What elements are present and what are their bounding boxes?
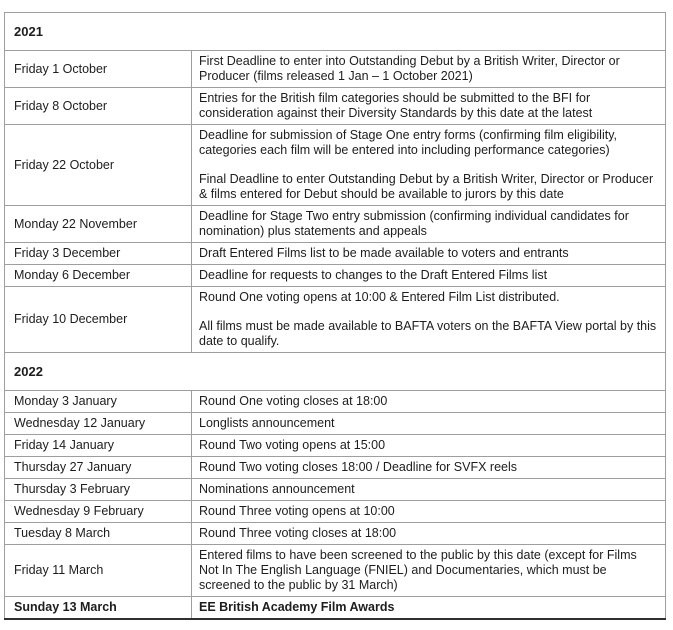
- description-cell: [192, 206, 666, 243]
- description-cell: [192, 479, 666, 501]
- date-cell: Friday 8 October: [5, 88, 192, 125]
- description-paragraph: Draft Entered Films list to be made available to voters and entrants: [199, 246, 569, 260]
- schedule-table-body: [5, 13, 666, 620]
- description-paragraph: Deadline for Stage Two entry submission (confirming individual candidates for nomination) plus statements and appeals: [199, 209, 629, 238]
- date-cell: Wednesday 12 January: [5, 413, 192, 435]
- schedule-row: [5, 413, 666, 435]
- year-header-row: [5, 13, 666, 51]
- description-paragraph: EE British Academy Film Awards: [199, 600, 395, 614]
- schedule-row: [5, 287, 666, 353]
- schedule-row: [5, 457, 666, 479]
- date-cell: Friday 11 March: [5, 545, 192, 597]
- description-cell: [192, 287, 666, 353]
- date-cell: Friday 14 January: [5, 435, 192, 457]
- schedule-row: [5, 125, 666, 206]
- year-label: 2022: [5, 353, 666, 391]
- description-cell: [192, 523, 666, 545]
- description-cell: [192, 243, 666, 265]
- description-paragraph: Deadline for requests to changes to the Draft Entered Films list: [199, 268, 548, 282]
- date-cell: Wednesday 9 February: [5, 501, 192, 523]
- description-paragraph: Deadline for submission of Stage One entry forms (confirming film eligibility, categories each film will be entered into including performance categories): [199, 128, 617, 157]
- description-paragraph: All films must be made available to BAFTA voters on the BAFTA View portal by this date to qualify.: [199, 319, 657, 348]
- description-paragraph: Round Three voting closes at 18:00: [199, 526, 397, 540]
- description-cell: [192, 501, 666, 523]
- description-cell: [192, 88, 666, 125]
- description-paragraph: Entered films to have been screened to the public by this date (except for Films Not In The English Language (FNIEL) and Documentaries, which must be screened to the public by 31 March): [199, 548, 637, 592]
- date-cell: Friday 3 December: [5, 243, 192, 265]
- date-cell: Thursday 3 February: [5, 479, 192, 501]
- description-cell: [192, 435, 666, 457]
- date-cell: Tuesday 8 March: [5, 523, 192, 545]
- schedule-row: [5, 51, 666, 88]
- description-paragraph: First Deadline to enter into Outstanding Debut by a British Writer, Director or Producer (films released 1 Jan – 1 October 2021): [199, 54, 620, 83]
- date-cell: Friday 10 December: [5, 287, 192, 353]
- schedule-row: [5, 265, 666, 287]
- schedule-row: [5, 501, 666, 523]
- date-cell: Friday 1 October: [5, 51, 192, 88]
- date-cell: Monday 3 January: [5, 391, 192, 413]
- schedule-row: [5, 597, 666, 620]
- date-cell: Monday 6 December: [5, 265, 192, 287]
- date-cell: Friday 22 October: [5, 125, 192, 206]
- description-cell: [192, 457, 666, 479]
- date-cell: Monday 22 November: [5, 206, 192, 243]
- schedule-row: [5, 545, 666, 597]
- description-cell: [192, 545, 666, 597]
- date-cell: Thursday 27 January: [5, 457, 192, 479]
- schedule-row: [5, 479, 666, 501]
- description-paragraph: Round One voting opens at 10:00 & Entered Film List distributed.: [199, 290, 560, 304]
- year-label: 2021: [5, 13, 666, 51]
- year-header-row: [5, 353, 666, 391]
- description-paragraph: Round Three voting opens at 10:00: [199, 504, 395, 518]
- description-cell: [192, 597, 666, 620]
- schedule-row: [5, 243, 666, 265]
- date-cell: Sunday 13 March: [5, 597, 192, 620]
- schedule-row: [5, 88, 666, 125]
- description-paragraph: Round One voting closes at 18:00: [199, 394, 388, 408]
- description-paragraph: Longlists announcement: [199, 416, 335, 430]
- description-cell: [192, 413, 666, 435]
- schedule-row: [5, 523, 666, 545]
- description-cell: [192, 265, 666, 287]
- description-cell: [192, 51, 666, 88]
- description-paragraph: Round Two voting closes 18:00 / Deadline for SVFX reels: [199, 460, 517, 474]
- description-paragraph: Nominations announcement: [199, 482, 355, 496]
- description-cell: [192, 391, 666, 413]
- schedule-row: [5, 206, 666, 243]
- awards-schedule-table: [4, 12, 666, 620]
- description-paragraph: Entries for the British film categories should be submitted to the BFI for consideration against their Diversity Standards by this date at the latest: [199, 91, 593, 120]
- schedule-row: [5, 391, 666, 413]
- schedule-row: [5, 435, 666, 457]
- description-cell: [192, 125, 666, 206]
- description-paragraph: Final Deadline to enter Outstanding Debut by a British Writer, Director or Producer & films entered for Debut should be available to jurors by this date: [199, 172, 654, 201]
- description-paragraph: Round Two voting opens at 15:00: [199, 438, 386, 452]
